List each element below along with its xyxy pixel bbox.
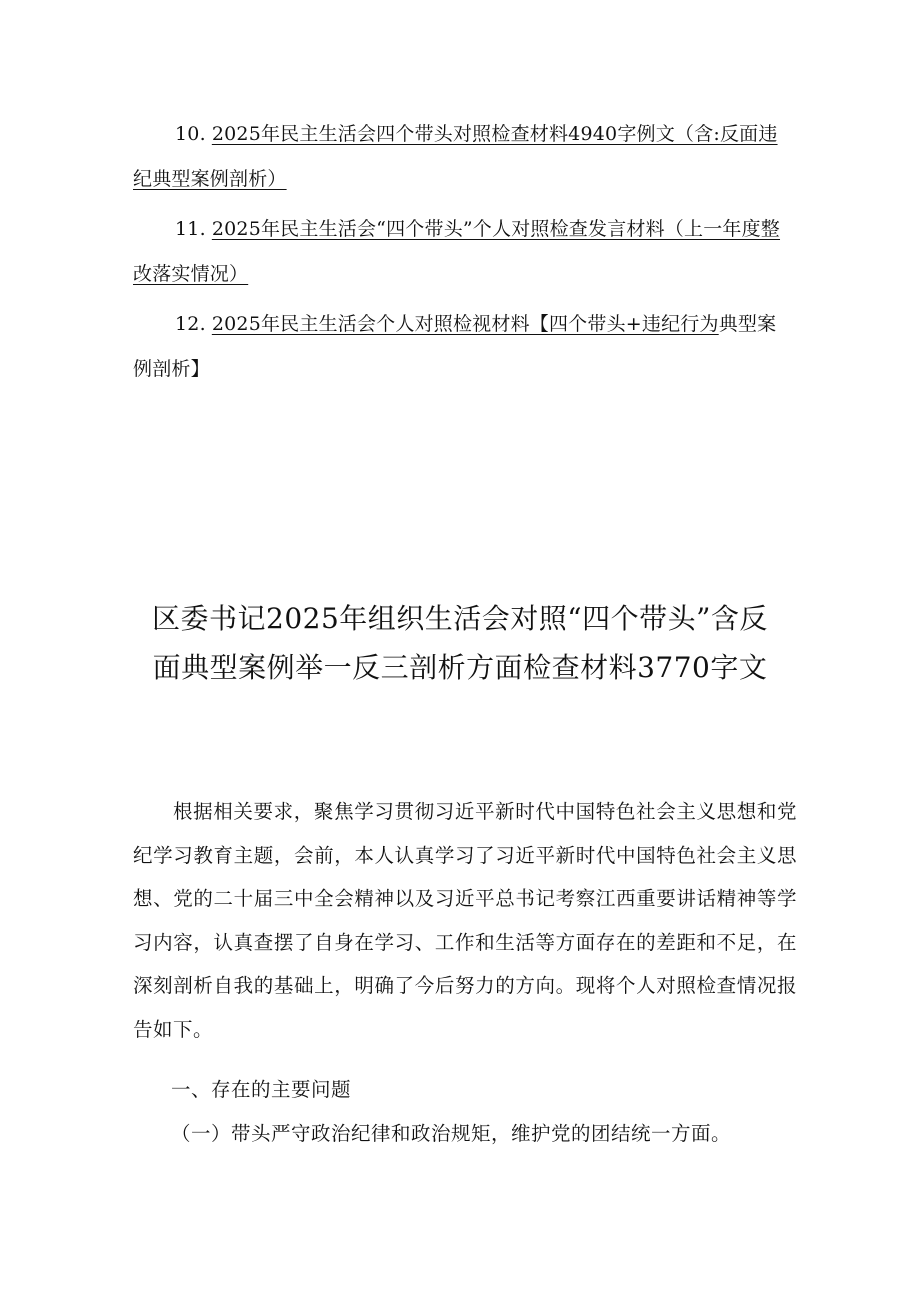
document-title	[120, 594, 800, 692]
link-text[interactable]: 2025年民主生活会个人对照检视材料【四个带头+违纪行为	[211, 313, 719, 335]
link-number: 12.	[175, 313, 206, 335]
link-text-plain: 典型案例剖析】	[133, 313, 777, 380]
link-item-11[interactable]	[133, 207, 795, 297]
title-line-1: 区委书记2025年组织生活会对照“四个带头”含反	[152, 602, 768, 635]
link-text[interactable]: 2025年民主生活会四个带头对照检查材料4940字例文（含:反面违纪典型案例剖析）	[133, 123, 778, 190]
related-links-list	[133, 112, 795, 397]
title-line-2: 面典型案例举一反三剖析方面检查材料3770字文	[152, 651, 768, 684]
section-heading: 一、存在的主要问题	[171, 1078, 352, 1101]
subsection-heading: （一）带头严守政治纪律和政治规矩，维护党的团结统一方面。	[171, 1121, 732, 1145]
link-number: 10.	[175, 123, 206, 145]
link-item-10[interactable]	[133, 112, 795, 202]
link-item-12[interactable]	[133, 302, 795, 392]
document-body	[133, 790, 797, 1155]
link-number: 11.	[175, 218, 206, 240]
link-text[interactable]: 2025年民主生活会“四个带头”个人对照检查发言材料（上一年度整改落实情况）	[133, 218, 781, 285]
intro-paragraph: 根据相关要求，聚焦学习贯彻习近平新时代中国特色社会主义思想和党纪学习教育主题，会前，本人认真学习了习近平新时代中国特色社会主义思想、党的二十届三中全会精神以及习近平总书记考察江西重要讲话精神等学习内容，认真查摆了自身在学习、工作和生活等方面存在的差距和不足，在深刻剖析自我的基础上，明确了今后努力的方向。现将个人对照检查情况报告如下。	[133, 800, 797, 1041]
